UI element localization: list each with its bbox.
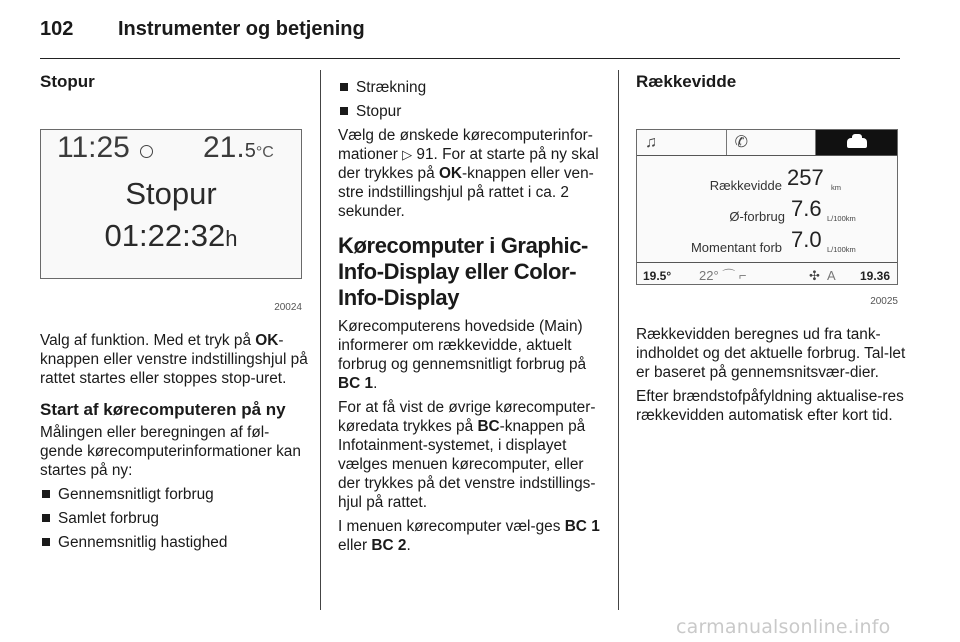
display-status-bar [637,262,897,284]
range-figure [636,101,898,311]
paragraph: Målingen eller beregningen af føl-gende kørecomputerinformationer kan startes på ny: [40,424,301,479]
phone-icon: ✆ [734,134,749,151]
text: . [406,537,411,554]
text: eller [338,537,372,554]
display-tabs [637,130,897,156]
paragraph [338,126,606,221]
row-label: Rækkevidde [709,178,782,193]
row-unit: L/100km [827,245,856,254]
tab-audio [637,130,727,155]
stopwatch-unit: h [225,226,238,251]
list-item: Stopur [338,102,606,121]
list-item: Samlet forbrug [40,509,308,528]
text: -knappen eller ven-stre indstillingshjul på rattet i ca. 2 sekunder. [338,165,594,220]
trip-row-instant-consumption [637,228,897,259]
header-rule [40,58,900,59]
column-divider [618,70,619,610]
section-heading-trip-computer: Kørecomputer i Graphic-Info-Display eller Color-Info-Display [338,233,588,310]
row-label: Ø-forbrug [729,209,785,224]
temp-left: 19.5° [643,269,672,283]
text: 91. For at starte på ny skal der trykkes på [338,146,599,182]
outside-temperature [203,131,274,164]
page-header [40,18,365,48]
bc1-key: BC 1 [564,518,600,535]
paragraph [338,398,606,512]
auto-indicator: A [827,268,836,283]
paragraph [40,331,308,388]
chapter-title: Instrumenter og betjening [118,18,365,40]
figure-number: 20024 [274,302,302,313]
row-label: Momentant forb [690,240,782,255]
paragraph: Efter brændstofpåfyldning aktualise-res rækkevidden automatisk efter kort tid. [636,388,904,424]
text: Vælg de ønskede kørecomputerinfor-mationer [338,127,593,163]
ok-key: OK [255,332,279,349]
car-icon [847,138,867,148]
stopwatch-display [40,129,302,279]
bullet-list [40,485,308,552]
range-display [636,129,898,285]
temp-decimal: 5 [244,140,256,162]
column-2 [338,78,606,560]
stopwatch-value [41,218,301,253]
section-heading-range: Rækkevidde [636,72,737,91]
text: I menuen kørecomputer væl-ges [338,518,565,535]
stopwatch-time: 01:22:32 [104,218,226,253]
column-divider [320,70,321,610]
row-value: 7.0 [791,227,822,252]
section-heading-stopur: Stopur [40,72,95,91]
row-unit: L/100km [827,214,856,223]
temp-main: 21. [203,131,245,164]
list-item: Strækning [338,78,606,97]
text: -knappen eller venstre indstillingshjul på rattet startes eller stoppes stop-uret. [40,332,308,387]
clock-time: 11:25 [57,131,130,164]
text: Kørecomputerens hovedside (Main) informerer om rækkevidde, aktuelt forbrug og gennemsnitligt forbrug på [338,318,587,373]
bullet-list [338,78,606,121]
tab-phone [727,130,817,155]
trip-row-avg-consumption [637,197,897,228]
text: . [373,375,378,392]
music-icon: ♫ [645,134,657,151]
trip-values [637,166,897,259]
bc-key: BC [477,418,500,435]
tab-vehicle [816,130,897,155]
bc1-key: BC 1 [338,375,374,392]
row-unit: km [831,183,841,192]
paragraph [338,517,606,555]
column-3 [636,72,906,430]
trip-row-range [637,166,897,197]
list-item: Gennemsnitligt forbrug [40,485,308,504]
stopwatch-figure [40,101,302,317]
display-title: Stopur [125,176,217,211]
bc2-key: BC 2 [371,537,407,554]
paragraph [338,317,606,393]
row-value: 257 [787,165,824,190]
climate-setting: 22° ⌒ ⌐ [699,268,747,283]
figure-number: 20025 [870,296,898,307]
page-number: 102 [40,18,74,40]
ok-key: OK [438,165,463,182]
clock-icon [140,145,153,158]
paragraph: Rækkevidden beregnes ud fra tank-indholdet og det aktuelle forbrug. Tal-let er baseret på gennemsnitsvær-dier. [636,326,906,381]
column-1 [40,72,308,557]
reference-arrow-icon: ▷ [402,147,413,162]
section-heading-restart: Start af kørecomputeren på ny [40,400,286,419]
temp-unit: °C [255,144,274,161]
row-value: 7.6 [791,196,822,221]
list-item: Gennemsnitlig hastighed [40,533,308,552]
text: -knappen på Infotainment-systemet, i displayet vælges menuen kørecomputer, eller der trykkes på det venstre indstillings-hjul på rattet. [338,418,596,511]
watermark: carmanualsonline.info [676,616,891,638]
fan-icon: ✣ [809,268,820,283]
clock-time: 19.36 [859,269,890,283]
text: Valg af funktion. Med et tryk på [40,332,256,349]
text: For at få vist de øvrige kørecomputer-køredata trykkes på [338,399,596,435]
